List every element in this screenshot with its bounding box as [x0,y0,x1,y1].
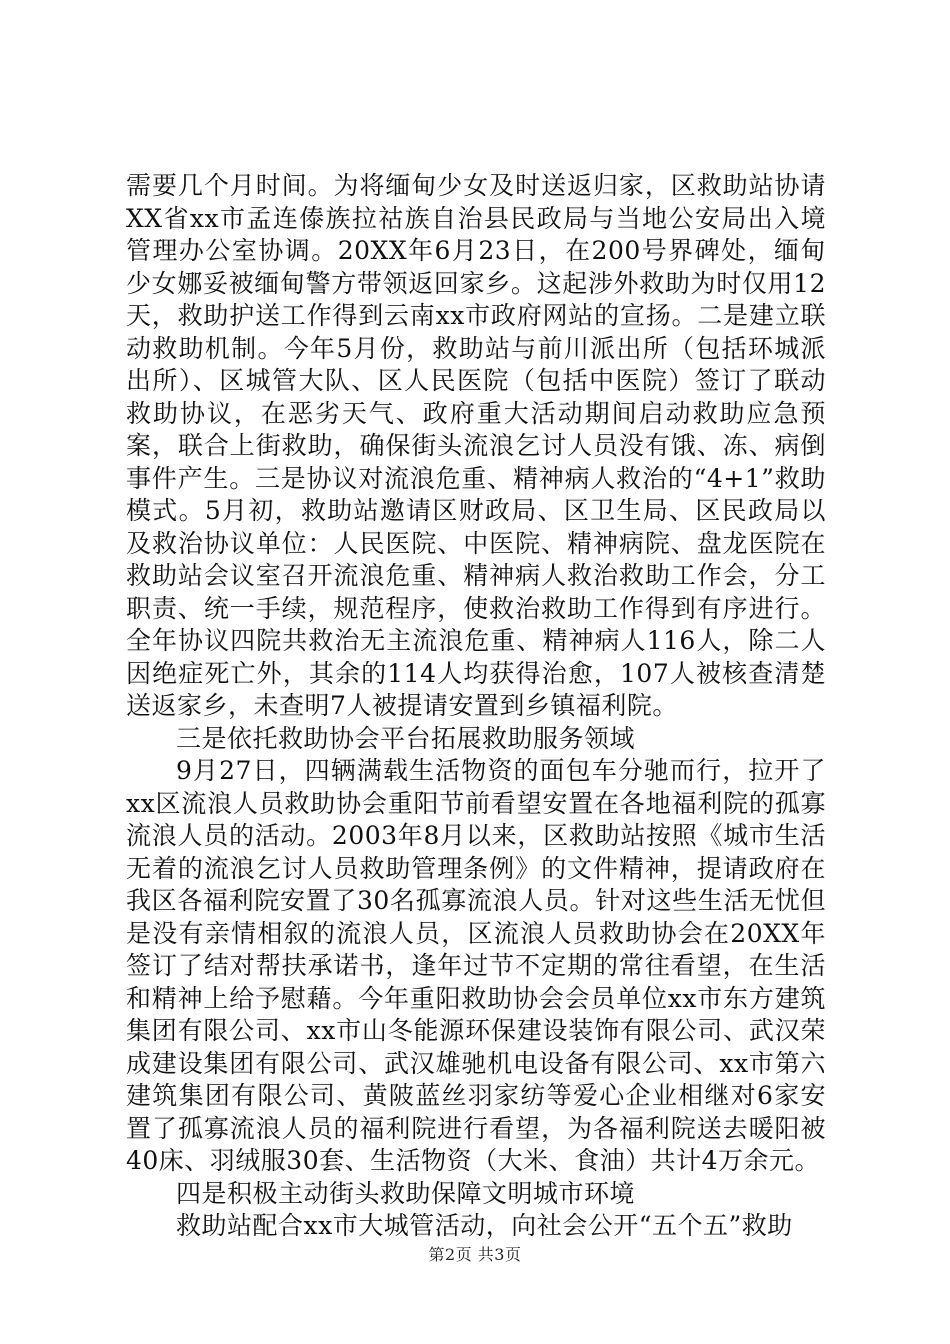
page-number-footer: 第2页 共3页 [428,1245,522,1264]
paragraph-1: 需要几个月时间。为将缅甸少女及时送返归家，区救助站协请XX省xx市孟连傣族拉祜族自治县民政局与当地公安局出入境管理办公室协调。20XX年6月23日，在200号界碑处，缅甸少女娜妥被缅甸警方带领返回家乡。这起涉外救助为时仅用12天，救助护送工作得到云南xx市政府网站的宣扬。二是建立联动救助机制。今年5月份，救助站与前川派出所（包括环城派出所）、区城管大队、区人民医院（包括中医院）签订了联动救助协议，在恶劣天气、政府重大活动期间启动救助应急预案，联合上街救助，确保街头流浪乞讨人员没有饿、冻、病倒事件产生。三是协议对流浪危重、精神病人救治的“4+1”救助模式。5月初，救助站邀请区财政局、区卫生局、区民政局以及救治协议单位：人民医院、中医院、精神病院、盘龙医院在救助站会议室召开流浪危重、精神病人救治救助工作会，分工职责、统一手续，规范程序，使救治救助工作得到有序进行。全年协议四院共救治无主流浪危重、精神病人116人，除二人因绝症死亡外，其余的114人均获得治愈，107人被核查清楚送返家乡，未查明7人被提请安置到乡镇福利院。 [126,171,826,720]
paragraph-3: 救助站配合xx市大城管活动，向社会公开“五个五”救助 [176,1211,793,1240]
section-heading-4: 四是积极主动街头救助保障文明城市环境 [176,1178,636,1208]
document-body [126,170,826,1243]
paragraph-2: 9月27日，四辆满载生活物资的面包车分驰而行，拉开了xx区流浪人员救助协会重阳节前看望安置在各地福利院的孤寡流浪人员的活动。2003年8月以来，区救助站按照《城市生活无着的流浪乞讨人员救助管理条例》的文件精神，提请政府在我区各福利院安置了30名孤寡流浪人员。针对这些生活无忧但是没有亲情相叙的流浪人员，区流浪人员救助协会在20XX年签订了结对帮扶承诺书，逢年过节不定期的常往看望，在生活和精神上给予慰藉。今年重阳救助协会会员单位xx市东方建筑集团有限公司、xx市山冬能源环保建设装饰有限公司、武汉荣成建设集团有限公司、武汉雄驰机电设备有限公司、xx市第六建筑集团有限公司、黄陂蓝丝羽家纺等爱心企业相继对6家安置了孤寡流浪人员的福利院进行看望，为各福利院送去暖阳被40床、羽绒服30套、生活物资（大米、食油）共计4万余元。 [126,756,826,1175]
section-heading-3: 三是依托救助协会平台拓展救助服务领域 [176,723,636,753]
